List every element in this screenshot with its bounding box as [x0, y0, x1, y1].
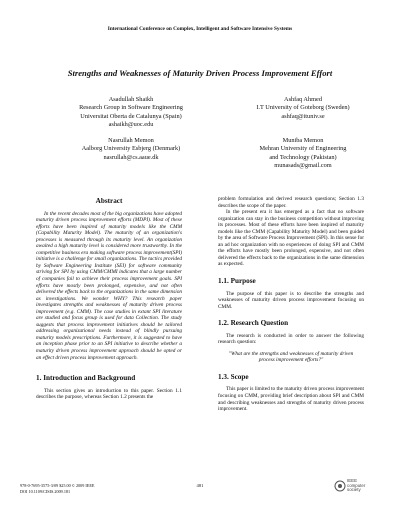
purpose-heading: 1.1. Purpose: [218, 277, 256, 286]
conference-header: International Conference on Complex, Intelligent and Software Intensive Systems: [107, 26, 293, 32]
author-affiliation: and Technology (Pakistan): [269, 153, 337, 161]
left-column: [36, 198, 182, 401]
author-affiliation: Research Group in Software Engineering: [79, 104, 183, 112]
logo-line: computer: [347, 482, 366, 488]
research-question-heading: 1.2. Research Question: [218, 319, 289, 328]
right-column: [218, 196, 364, 413]
author-email: ashfaq@ituniv.se: [281, 112, 325, 120]
intro-continued-text: problem formulation and derived research questions; Section 1.3 describes the scope of the paper.: [218, 196, 364, 209]
logo-line: society: [347, 487, 361, 493]
author-block-3: [56, 137, 206, 162]
section-1-text: This section gives an introduction to this paper. Section 1.1 describes the purpose, whereas Section 1.2 presents the: [36, 387, 182, 401]
author-name: Ashfaq Ahmed: [284, 96, 322, 103]
author-name: Nasrullah Memon: [108, 137, 154, 144]
abstract-heading: Abstract: [95, 197, 123, 205]
intro-paragraph: In the present era it has emerged as a fact that no software organization can stay in the business competition without improving its processes. Most of these efforts have been inspired of maturity models like the CMM (Capability Maturity Model) and been guided by the area of Software Process Improvement (SPI). In this sense for an ad hoc organization with no experiences of doing SPI and CMM the efforts have mostly been prolonged, expensive, and not often delivered the effects back to the organizations in the same dimension as expected.: [218, 209, 365, 268]
author-affiliation: Mehran University of Engineering: [259, 145, 347, 153]
author-block-2: [228, 96, 378, 121]
author-affiliation: Aalborg University Esbjerg (Denmark): [81, 145, 181, 153]
computer-society-logo-icon: [334, 480, 346, 492]
logo-text: [347, 479, 365, 493]
purpose-text: The purpose of this paper is to describe the strengths and weaknesses of maturity driven process improvement focusing on CMM.: [218, 290, 364, 310]
author-block-1: [56, 96, 206, 130]
ieee-computer-society-logo: [334, 478, 374, 496]
scope-text: This paper is limited to the maturity driven process improvement focusing on CMM, providing brief description about SPI and CMM and describing weaknesses and strengths of maturity driven process improvement.: [218, 386, 364, 413]
section-1-heading: 1. Introduction and Background: [36, 374, 136, 383]
footer-isbn: 978-0-7695-3575-3/09 $25.00 © 2009 IEEE: [20, 483, 95, 488]
logo-line: IEEE: [347, 478, 358, 483]
author-affiliation: Universitat Oberta de Catalunya (Spain): [80, 112, 182, 120]
abstract-text: In the recent decades most of the big organizations have adopted maturity driven process improvement efforts (MDPI). Most of these efforts have been inspired of maturity models like the CMM (Capability Maturity Model). The maturity of an organization's processes is measured through its maturity level. An organization awaited a high maturity level is considered more trustworthy. In the competitive business era making software process improvement(SPI) initiative is a challenge for small organizations. The tactics provided by Software Engineering Institute (SEI) for software community striving for SPI by using CMM/CMMI indicates that a large number of companies fail to achieve their process improvement goals. SPI efforts have mostly been prolonged, expensive, and not often delivered the effects back to the organizations in the same dimension as investigations. We wonder WHY? This research paper investigates strengths and weaknesses of maturity driven process improvement (e.g. CMM). The case studies in extant SPI literature are studied and focus group is used for data Collection. The study suggests that process improvement initiatives should be tailored addressing organizational needs instead of blindly pursuing maturity models prescriptions. Furthermore, it is suggested to have an inception phase prior to an SPI initiative to describe whether a maturity driven process improvement approach should be opted or an effect driven process improvement approach.: [36, 210, 182, 361]
author-email: nasrullah@cs.aaue.dk: [103, 153, 159, 161]
author-email: ashaikh@uoc.edu: [108, 121, 154, 129]
research-question-text: The research is conducted in order to answer the following research question:: [218, 332, 364, 346]
page-number: 481: [196, 483, 204, 488]
author-block-4: [228, 137, 378, 171]
author-affiliation: I.T University of Goteborg (Sweden): [256, 104, 350, 112]
paper-title: Strengths and Weaknesses of Maturity Driven Process Improvement Effort: [67, 68, 333, 78]
author-name: Asadullah Shaikh: [108, 96, 154, 103]
scope-heading: 1.3. Scope: [218, 372, 249, 381]
research-question-quote: "What are the strengths and weaknesses of maturity driven process improvement efforts?": [228, 350, 354, 364]
footer-doi: DOI 10.1109/CISIS.2009.181: [20, 489, 71, 494]
author-email: munasads@gmail.com: [274, 162, 332, 170]
author-name: Muniba Memon: [282, 137, 324, 144]
